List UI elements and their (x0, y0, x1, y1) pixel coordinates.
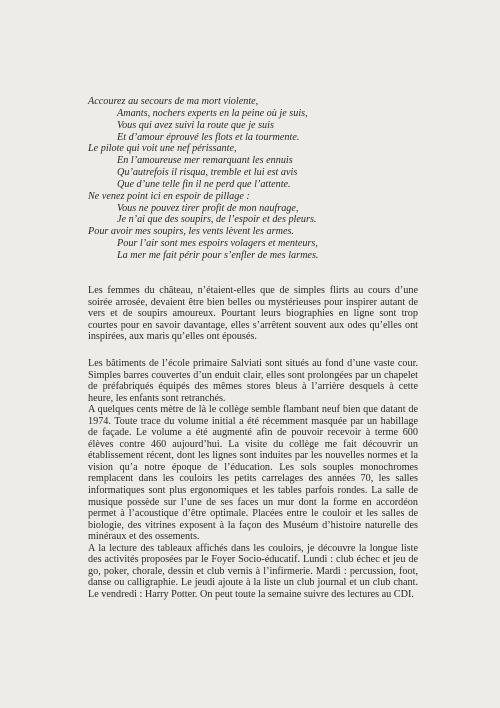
poem-line: En l’amoureuse mer remarquant les ennuis (117, 155, 293, 167)
paragraph: Les bâtiments de l’école primaire Salviati sont situés au fond d’une vaste cour. Simples barres couvertes d’un enduit clair, elles sont prolongées par un chapelet de préfabriqués équipés des mêmes stores bleus à l’arrière desquels à cette heure, les enfants sont retranchés. (88, 358, 418, 404)
paragraph: A la lecture des tableaux affichés dans les couloirs, je découvre la longue liste des activités proposées par le Foyer Socio-éducatif. Lundi : club échec et jeu de go, poker, chorale, dessin et club vernis à l’infirmerie. Mardi : percussion, foot, danse ou calligraphie. Le jeudi ajoute à la liste un club journal et un club chant. Le vendredi : Harry Potter. On peut toute la semaine suivre des lectures au CDI. (88, 542, 418, 600)
poem-line: Et d’amour éprouvé les flots et la tourmente. (117, 131, 300, 143)
poem-line: Pour l’air sont mes espoirs volagers et menteurs, (117, 238, 318, 250)
poem-line: Vous qui avez suivi la route que je suis (117, 119, 274, 131)
poem-line: Vous ne pouvez tirer profit de mon naufrage, (117, 202, 299, 214)
poem-line: Je n’ai que des soupirs, de l’espoir et des pleurs. (117, 214, 317, 226)
poem-line: Accourez au secours de ma mort violente, (88, 96, 259, 107)
paragraph: A quelques cents mètre de là le collège semble flambant neuf bien que datant de 1974. Toute trace du volume initial a été récemment masquée par un habillage de façade. Le volume a été augmenté afin de pouvoir recevoir à terme 600 élèves contre 460 aujourd’hui. La visite du collège me fait découvrir un établissement récent, dont les lignes sont induites par les nouvelles normes et la vision qu’a notre époque de l’éducation. Les sols souples monochromes remplacent dans les couloirs les petits carrelages des années 70, les salles informatiques sont plus ergonomiques et les tables parfois rondes. La salle de musique possède sur l’une de ses faces un mur dont la forme en accordéon permet à l’acoustique d’être optimale. Placées entre le couloir et les salles de biologie, des vitrines exposent à la façon des Muséum d’histoire naturelle des minéraux et des ossements. (88, 404, 418, 543)
paragraph-group-schools (88, 358, 418, 600)
poem-line: Le pilote qui voit une nef périssante, (88, 143, 237, 155)
poem-line: Ne venez point ici en espoir de pillage : (88, 190, 250, 202)
poem-line: Que d’une telle fin il ne perd que l’attente. (117, 178, 291, 190)
poem-line: La mer me fait périr pour s’enfler de mes larmes. (117, 249, 319, 261)
poem-line: Amants, nochers experts en la peine où je suis, (117, 107, 308, 119)
poem-line: Pour avoir mes soupirs, les vents lèvent les armes. (88, 226, 294, 238)
poem (88, 96, 428, 262)
paragraph: Les femmes du château, n’étaient-elles que de simples flirts au cours d’une soirée arrosée, devaient être bien belles ou mystérieuses pour inspirer autant de vers et de soupirs amoureux. Pourtant leurs biographies en ligne sont trop courtes pour en savoir davantage, elles s’arrêtent souvent aux odes qu’elles ont inspirées, aux maris qu’elles ont épousés. (88, 285, 418, 343)
paragraph-castle-women (88, 285, 418, 343)
poem-line: Qu’autrefois il risqua, tremble et lui est avis (117, 167, 298, 179)
